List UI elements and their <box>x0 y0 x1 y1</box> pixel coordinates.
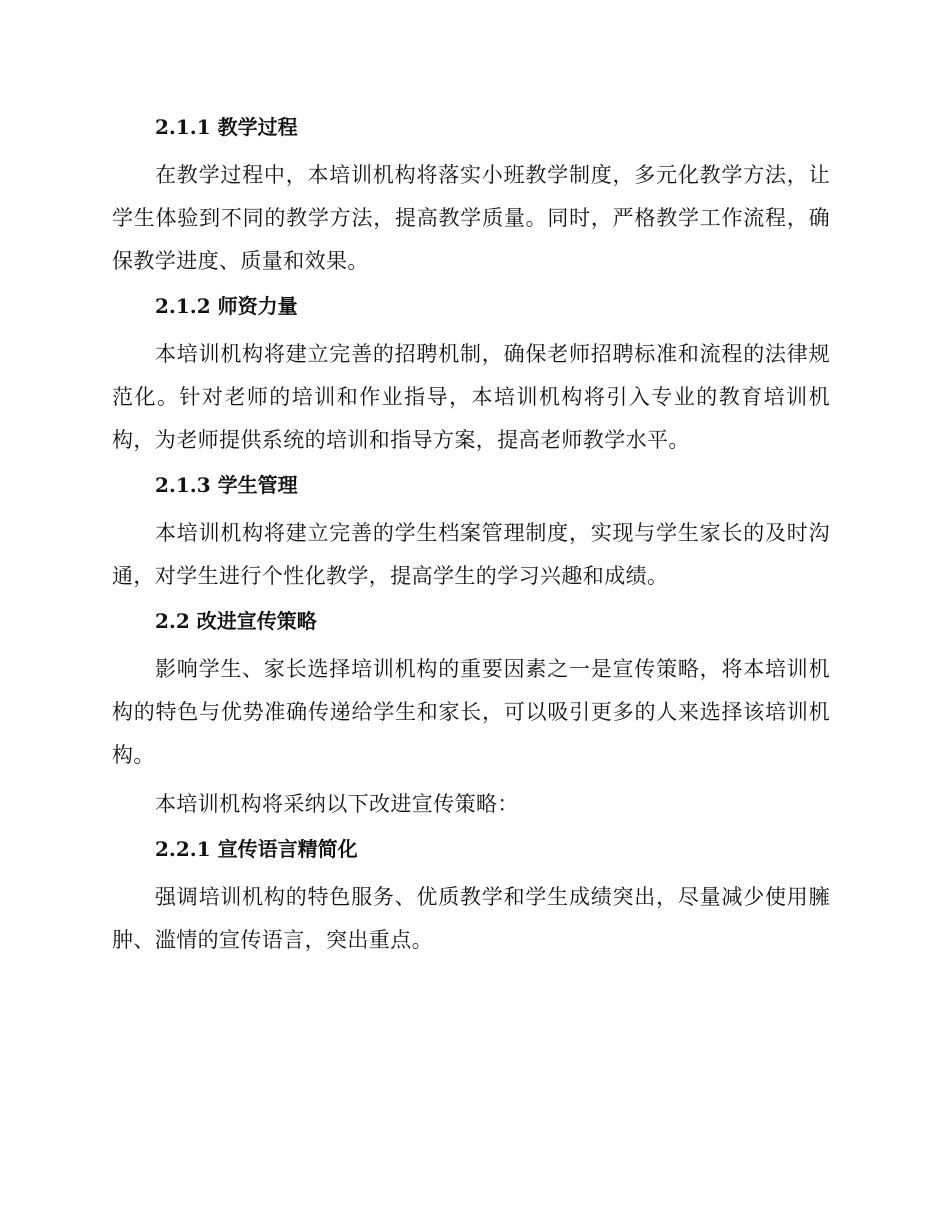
section-promotion-strategy <box>112 604 830 826</box>
section-student-management <box>112 468 830 598</box>
paragraph: 本培训机构将建立完善的招聘机制，确保老师招聘标准和流程的法律规范化。针对老师的培训和作业指导，本培训机构将引入专业的教育培训机构，为老师提供系统的培训和指导方案，提高老师教学水平。 <box>112 342 830 452</box>
section-heading: 2.2 改进宣传策略 <box>155 609 317 633</box>
section-heading: 2.1.2 师资力量 <box>155 294 298 318</box>
document-body <box>112 110 830 968</box>
section-simplified-language <box>112 832 830 962</box>
section-teaching-staff <box>112 289 830 462</box>
section-heading: 2.2.1 宣传语言精简化 <box>155 837 358 861</box>
paragraph: 本培训机构将采纳以下改进宣传策略： <box>155 792 519 816</box>
paragraph: 强调培训机构的特色服务、优质教学和学生成绩突出，尽量减少使用臃肿、滥情的宣传语言，突出重点。 <box>112 885 830 952</box>
paragraph: 影响学生、家长选择培训机构的重要因素之一是宣传策略，将本培训机构的特色与优势准确传递给学生和家长，可以吸引更多的人来选择该培训机构。 <box>112 657 830 767</box>
paragraph: 本培训机构将建立完善的学生档案管理制度，实现与学生家长的及时沟通，对学生进行个性化教学，提高学生的学习兴趣和成绩。 <box>112 521 830 588</box>
section-heading: 2.1.1 教学过程 <box>155 115 298 139</box>
section-heading: 2.1.3 学生管理 <box>155 473 298 497</box>
section-teaching-process <box>112 110 830 283</box>
paragraph: 在教学过程中，本培训机构将落实小班教学制度，多元化教学方法，让学生体验到不同的教学方法，提高教学质量。同时，严格教学工作流程，确保教学进度、质量和效果。 <box>112 163 830 273</box>
